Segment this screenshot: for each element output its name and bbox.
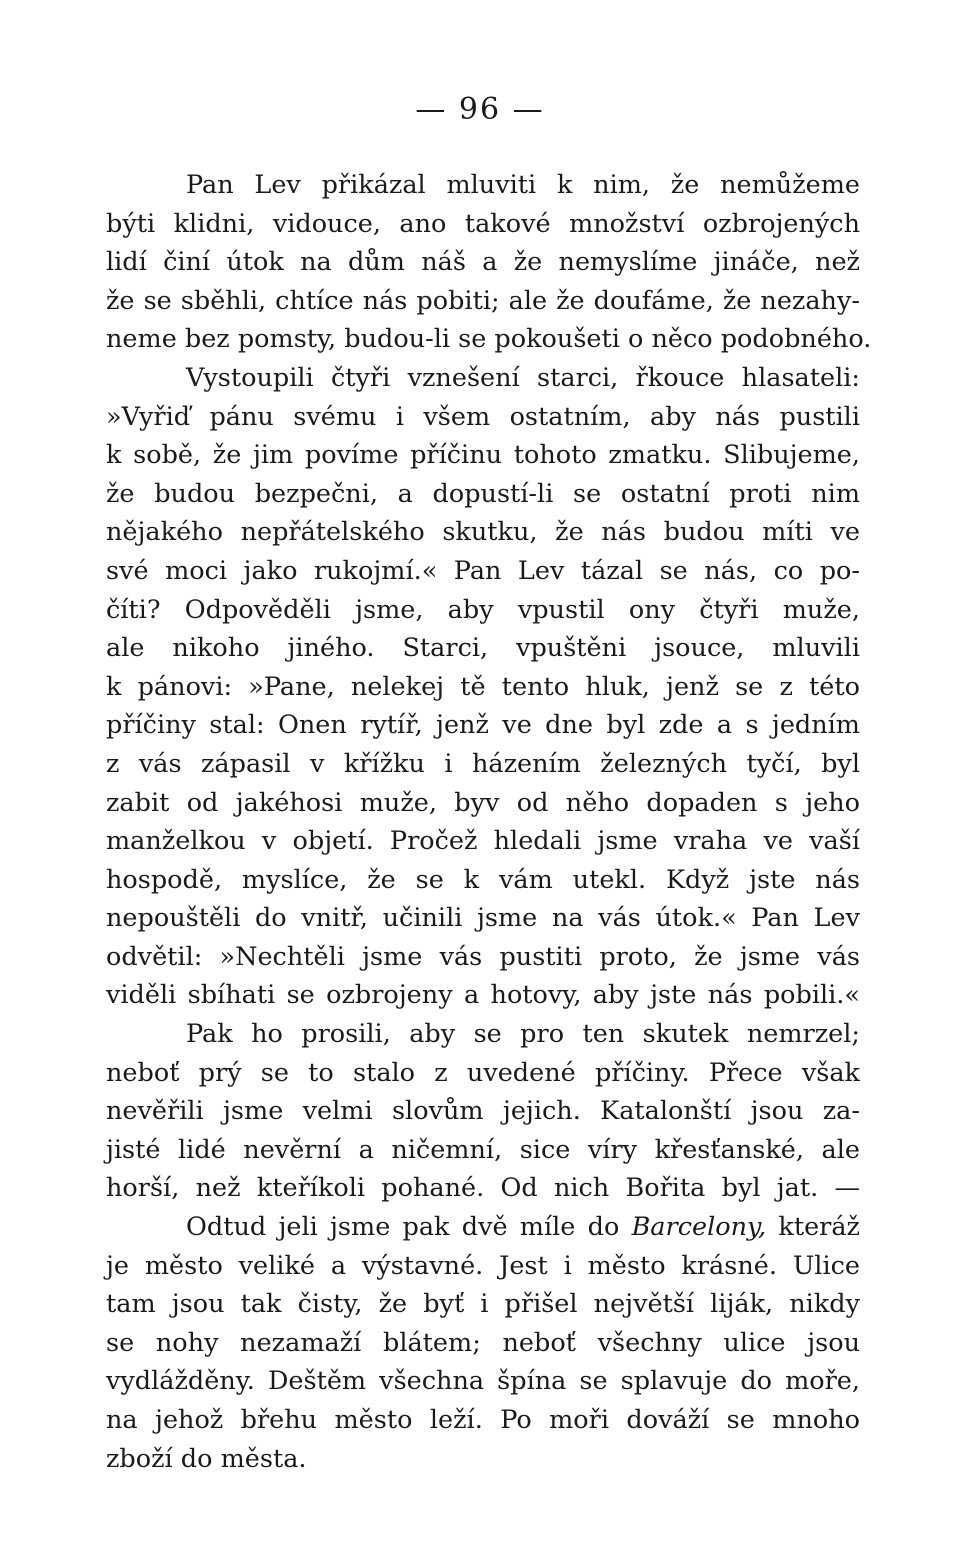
text-line: nevěřili jsme velmi slovům jejich. Katalonští jsou za- <box>106 1096 860 1127</box>
text-line: se nohy nezamaží blátem; neboť všechny ulice jsou <box>106 1327 860 1358</box>
text-line: horší, než kteříkoli pohané. Od nich Bořita byl jat. — <box>106 1173 860 1204</box>
text-line: ale nikoho jiného. Starci, vpuštěni jsouce, mluvili <box>106 633 860 664</box>
text-line: nepouštěli do vnitř, učinili jsme na vás útok.« Pan Lev <box>106 903 860 934</box>
text-line: jisté lidé nevěrní a ničemní, sice víry křesťanské, ale <box>106 1134 860 1165</box>
text-line: je město veliké a výstavné. Jest i město krásné. Ulice <box>106 1250 860 1281</box>
place-name: Barcelony, <box>631 1212 767 1243</box>
text-line: odvětil: »Nechtěli jsme vás pustiti proto, že jsme vás <box>106 941 860 972</box>
text-line: na jehož břehu město leží. Po moři dováží se mnoho <box>106 1405 860 1435</box>
text-line: příčiny stal: Onen rytíř, jenž ve dne byl zde a s jedním <box>106 710 860 741</box>
text-line: k sobě, že jim povíme příčinu tohoto zmatku. Slibujeme, <box>106 440 860 471</box>
text-line: vydlážděny. Deštěm všechna špína se splavuje do moře, <box>106 1366 860 1397</box>
text-line: hospodě, myslíce, že se k vám utekl. Když jste nás <box>106 864 860 895</box>
text-line: Pan Lev přikázal mluviti k nim, že nemůžeme <box>186 170 860 200</box>
body-text <box>106 166 872 1478</box>
text-line: číti? Odpověděli jsme, aby vpustil ony čtyři muže, <box>106 594 860 625</box>
text-line: že se sběhli, chtíce nás pobiti; ale že doufáme, že nezahy- <box>106 285 860 316</box>
text-line: z vás zápasil v křížku i házením železných tyčí, byl <box>106 748 860 779</box>
text-line: že budou bezpečni, a dopustí-li se ostatní proti nim <box>106 478 860 509</box>
text-line: své moci jako rukojmí.« Pan Lev tázal se nás, co po- <box>106 555 860 586</box>
text-line: tam jsou tak čisty, že byť i přišel největší liják, nikdy <box>106 1289 860 1320</box>
text-line <box>106 1208 860 1247</box>
text-line: Pak ho prosili, aby se pro ten skutek nemrzel; <box>186 1019 860 1050</box>
text-line: nějakého nepřátelského skutku, že nás budou míti ve <box>106 517 860 548</box>
page-number: — 96 — <box>415 92 545 127</box>
text-line: zabit od jakéhosi muže, byv od něho dopaden s jeho <box>106 787 860 818</box>
text-line: lidí činí útok na dům náš a že nemyslíme jináče, než <box>106 247 860 278</box>
text-fragment: Odtud jeli jsme pak dvě míle do <box>186 1212 620 1243</box>
text-line: Vystoupili čtyři vznešení starci, řkouce hlasateli: <box>186 362 860 393</box>
text-fragment: kteráž <box>778 1212 860 1243</box>
text-line: manželkou v objetí. Pročež hledali jsme vraha ve vaší <box>106 826 860 857</box>
text-line: neboť prý se to stalo z uvedené příčiny. Přece však <box>106 1057 860 1088</box>
text-line: viděli sbíhati se ozbrojeny a hotovy, aby jste nás pobili.« <box>106 980 860 1011</box>
text-line: neme bez pomsty, budou-li se pokoušeti o něco podobného. <box>106 324 872 355</box>
text-line: k pánovi: »Pane, nelekej tě tento hluk, jenž se z této <box>106 671 860 702</box>
text-line: býti klidni, vidouce, ano takové množství ozbrojených <box>106 208 860 239</box>
text-line: »Vyřiď pánu svému i všem ostatním, aby nás pustili <box>106 401 860 432</box>
text-line: zboží do města. <box>106 1443 307 1474</box>
